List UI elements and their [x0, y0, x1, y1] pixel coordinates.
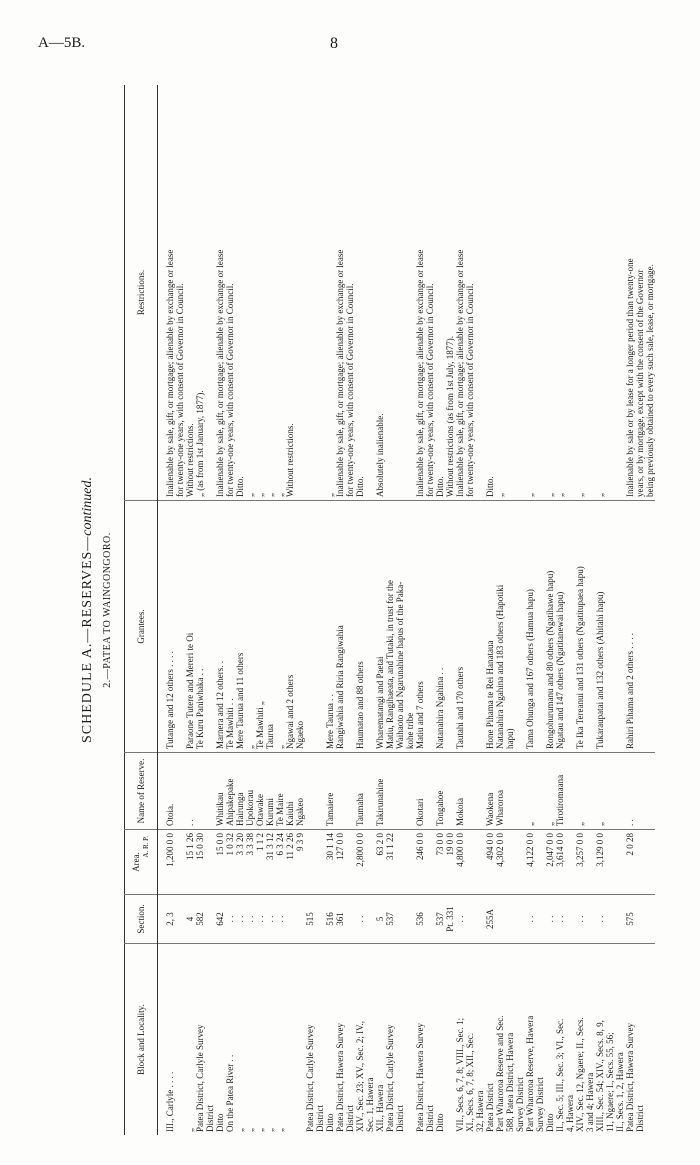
cell-name: Otoia. — [158, 753, 186, 830]
table-row — [325, 85, 355, 1135]
cell-restrictions — [305, 85, 325, 501]
cell-section: 642 . . . . . . . . . . . . — [215, 895, 305, 944]
cell-area: 73 0 0 19 0 0 — [435, 830, 455, 895]
table-row — [185, 85, 215, 1135]
cell-section: . . — [455, 895, 485, 944]
cell-area: 3,257 0 0 — [575, 830, 595, 895]
area-units: A. R. P. — [142, 836, 150, 858]
cell-section: . . . . — [545, 895, 575, 944]
cell-name: Okotari — [415, 753, 435, 830]
cell-grantees: Paraone Tutere and Mereri te Oi Te Kuru Paniwhaka . . — [185, 501, 215, 753]
table-row — [415, 85, 435, 1135]
cell-section: 4 582 — [185, 895, 215, 944]
cell-block: Ditto — [435, 944, 455, 1136]
cell-grantees: Rahiri Pihama and 2 others . . . . — [625, 501, 655, 753]
schedule-title-italic: continued. — [80, 476, 95, 536]
cell-grantees: Tama Ohunga and 167 others (Hamua hapu) — [525, 501, 545, 753]
cell-restrictions: „ „ — [545, 493, 565, 497]
cell-name: „ — [575, 753, 595, 830]
cell-grantees: Hone Pihama te Rei Hanataua Natanahira Ngahina and 183 others (Hapotiki hapu) — [485, 501, 525, 753]
cell-restrictions: Inalienable by sale or by lease for a longer period than twenty-one years, or by mortgage, except with the consent of the Governor being previously obtained to every such sale, lease, or mortgage. — [625, 258, 655, 497]
cell-grantees: Rongohurumanu and 80 others (Ngatihawe hapu) Ngatau and 147 others (Ngatitanewai hapu) — [545, 501, 575, 753]
cell-area: 494 0 0 4,302 0 0 — [485, 830, 525, 895]
col-name-header: Name of Reserve. — [125, 753, 158, 830]
cell-block: „ Patea District, Carlyle Survey District — [185, 944, 215, 1136]
table-row — [305, 85, 325, 1135]
cell-area: 4,800 0 0 — [455, 830, 485, 895]
page-number: 8 — [330, 35, 338, 52]
table-row — [485, 85, 525, 1135]
table-row — [215, 85, 305, 1135]
cell-section: 515 — [305, 895, 325, 944]
cell-grantees: Haumatao and 88 others — [355, 501, 375, 753]
table-row — [455, 85, 485, 1135]
cell-restrictions: Inalienable by sale, gift, or mortgage; alienable by exchange or lease for twenty-one years, with consent of Governor in Council. — [415, 249, 435, 497]
header-row — [125, 85, 158, 1135]
cell-name: Takirunahine — [375, 753, 415, 830]
cell-block: XII., Hawera Patea District, Carlyle Survey District — [375, 944, 415, 1136]
rotated-schedule — [80, 85, 655, 1135]
schedule-title-text: SCHEDULE A.—RESERVES— — [80, 535, 95, 744]
cell-block: Part Wharoroa Reserve, Hawera Survey District — [525, 944, 545, 1136]
cell-block: Ditto On the Patea River . . „ „ „ „ „ — [215, 944, 305, 1136]
cell-name: „ — [525, 753, 545, 830]
cell-block: III., Carlyle . . . . — [158, 944, 186, 1136]
cell-name: Waokena Wharoroa — [485, 753, 525, 830]
schedule-subtitle: 2.—PATEA TO WAINGONGORO. — [102, 532, 113, 688]
cell-name: . . — [625, 753, 655, 830]
cell-section: 516 361 — [325, 895, 355, 944]
col-area-header — [125, 830, 158, 895]
col-block-header: Block and Locality. — [125, 944, 158, 1136]
cell-name — [305, 753, 325, 830]
cell-block: XIV., Sec. 12, Ngaere; II., Secs. 3 and 4; Hawera — [575, 944, 595, 1136]
cell-block: Ditto II., Sec. 5; III., Sec. 3; VI., Sec. 4, Hawera — [545, 944, 575, 1136]
col-area-title: Area. — [131, 852, 141, 872]
table-row — [545, 85, 575, 1135]
cell-grantees: Marnera and 12 others. . Te Mawhiti . . Mere Taurua and 11 others „ Te Mawhiti „ Taurua „ Ngawai and 2 others Ngaeko — [215, 501, 305, 753]
table-row — [375, 85, 415, 1135]
cell-grantees: Wharematangi and Paetai Matiu, Rangihaeata, and Tutaki, in trust for the Waihaoto and Ngarunahine hapus of the Paka- kohe tribe — [375, 501, 415, 753]
cell-restrictions: „ — [525, 493, 535, 497]
cell-section: . . — [525, 895, 545, 944]
cell-section: 255A — [485, 895, 525, 944]
cell-grantees: Te Ika Tereanui and 131 others (Ngatitupaea hapu) — [575, 501, 595, 753]
cell-grantees: Tukaraupatai and 132 others (Ahitahi hapu) — [595, 501, 625, 753]
cell-area: 2 0 28 — [625, 830, 655, 895]
cell-grantees: Natanahira Ngahina . . — [435, 501, 455, 753]
cell-section: 5 537 — [375, 895, 415, 944]
cell-name: . . — [185, 753, 215, 830]
cell-area: 246 0 0 — [415, 830, 435, 895]
cell-area: 2,800 0 0 — [355, 830, 375, 895]
cell-grantees: Mere Taurua . . Rangiwahia and Riria Rangiwahia — [325, 501, 355, 753]
cell-block: XIII., Sec. 54; XIV., Secs. 8, 9, 11, Ngaere; I., Secs. 55, 56; II., Secs. 1, 2, Hawera — [595, 944, 625, 1136]
cell-restrictions: Absolutely inalienable. — [375, 413, 385, 497]
col-restrictions-header: Restrictions. — [125, 85, 158, 501]
cell-area: 3,129 0 0 — [595, 830, 625, 895]
cell-name: Whitikau Ahipakepake Hairunga Upokorau Otawake Kurumi Te Maire Kaiuhi Ngakeo — [215, 753, 305, 830]
table-row — [625, 85, 655, 1135]
cell-grantees: Tutange and 12 others . . . . — [158, 501, 186, 753]
table-row — [355, 85, 375, 1135]
cell-area — [305, 830, 325, 895]
col-grantees-header: Grantees. — [125, 501, 158, 753]
cell-block: VII., Secs. 6, 7, 8; VIII., Sec. 1; XI., Secs. 6, 7, 8; XII., Sec. 32, Hawera — [455, 944, 485, 1136]
cell-section: 536 — [415, 895, 435, 944]
cell-block: Patea District, Hawera Survey District — [625, 944, 655, 1136]
table-row — [595, 85, 625, 1135]
schedule-title — [80, 85, 96, 1135]
cell-area: 2,047 0 0 3,614 0 0 — [545, 830, 575, 895]
table-row — [158, 85, 186, 1135]
cell-grantees: Tautahi and 170 others — [455, 501, 485, 753]
cell-section: . . — [575, 895, 595, 944]
table-row — [435, 85, 455, 1135]
cell-name: „ Tirotiromaana — [545, 753, 575, 830]
cell-name: Mokoia — [455, 753, 485, 830]
reserves-table — [124, 85, 655, 1135]
cell-block: Ditto Patea District, Hawera Survey District — [325, 944, 355, 1136]
cell-restrictions: Ditto. Without restrictions (as from 1st July, 1877). — [435, 335, 455, 497]
cell-section: . . — [595, 895, 625, 944]
cell-name: „ — [595, 753, 625, 830]
col-section-header: Section. — [125, 895, 158, 944]
cell-name: Tamaiere — [325, 753, 355, 830]
cell-section: 2, 3 — [158, 895, 186, 944]
cell-restrictions: „ — [595, 493, 605, 497]
cell-area: 15 1 26 15 0 30 — [185, 830, 215, 895]
cell-restrictions: Ditto. — [355, 476, 365, 497]
cell-area: 30 1 14 127 0 0 — [325, 830, 355, 895]
cell-block: Patea District, Hawera Survey District — [415, 944, 435, 1136]
cell-restrictions: Without restrictions. „ (as from 1st January, 1877). — [185, 390, 205, 497]
table-row — [575, 85, 595, 1135]
cell-block: XIV., Sec. 23; XV., Sec. 2; IV., Sec. 1, Hawera — [355, 944, 375, 1136]
cell-block: Patea District Part Wharoroa Reserve and Sec. 588, Patea District, Hawera Survey District — [485, 944, 525, 1136]
cell-restrictions: „ Inalienable by sale, gift, or mortgage; alienable by exchange or lease for twenty-one years, with consent of Governor in Council. — [325, 249, 355, 497]
cell-restrictions: Inalienable by sale, gift, or mortgage; alienable by exchange or lease for twenty-one years, with consent of Governor in Council. — [455, 249, 475, 497]
cell-grantees — [305, 501, 325, 753]
cell-area: 1,200 0 0 — [158, 830, 186, 895]
cell-name: Tongahoe — [435, 753, 455, 830]
page-ref: A—5B. — [38, 35, 86, 51]
cell-restrictions: Inalienable by sale, gift, or mortgage; alienable by exchange or lease for twenty-one years, with consent of Governor in Council. — [165, 249, 185, 497]
cell-restrictions: „ — [575, 493, 585, 497]
cell-name: Taumaha — [355, 753, 375, 830]
cell-area: 63 2 0 31 1 22 — [375, 830, 415, 895]
table-row — [525, 85, 545, 1135]
cell-restrictions: Inalienable by sale, gift, or mortgage; alienable by exchange or lease for twenty-one years, with consent of Governor in Council. Ditto. „ „ „ „ Without restrictions. — [215, 249, 295, 497]
cell-block: Patea District, Carlyle Survey District — [305, 944, 325, 1136]
cell-section: . . — [355, 895, 375, 944]
cell-area: 15 0 0 1 0 32 3 3 20 3 3 38 1 1 2 31 3 12 6 3 24 11 2 26 9 3 9 — [215, 830, 305, 895]
cell-restrictions: Ditto. „ — [485, 476, 505, 497]
cell-area: 4,122 0 0 — [525, 830, 545, 895]
cell-grantees: Matiu and 7 others — [415, 501, 435, 753]
cell-section: 575 — [625, 895, 655, 944]
cell-section: 537 Pt. 331 — [435, 895, 455, 944]
